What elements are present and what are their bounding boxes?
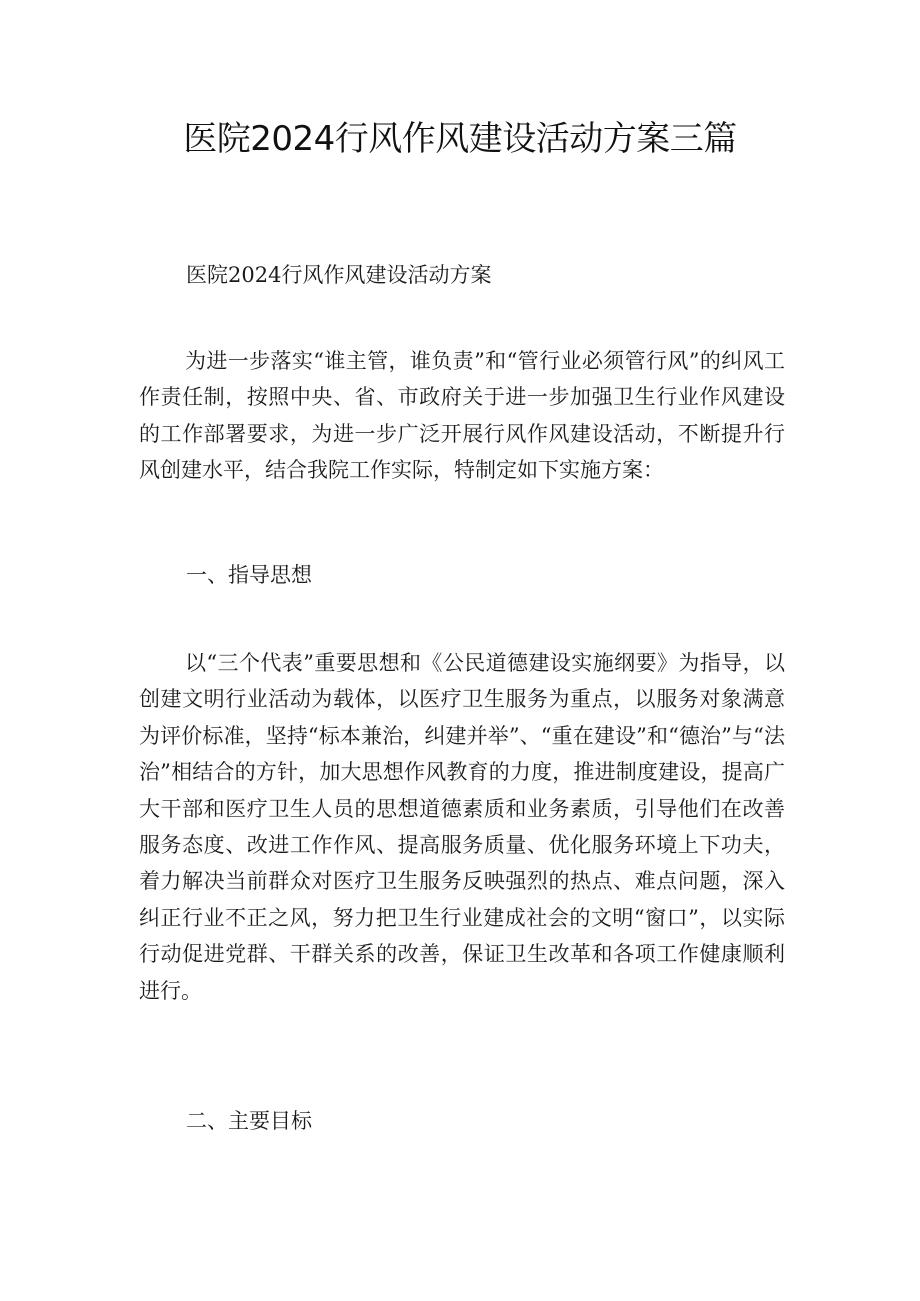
section-paragraph-guiding-ideology: 以“三个代表”重要思想和《公民道德建设实施纲要》为指导，以创建文明行业活动为载体，以医疗卫生服务为重点，以服务对象满意为评价标准，坚持“标本兼治，纠建并举”、“重在建设”和“德治”与“法治”相结合的方针，加大思想作风教育的力度，推进制度建设，提高广大干部和医疗卫生人员的思想道德素质和业务素质，引导他们在改善服务态度、改进工作作风、提高服务质量、优化服务环境上下功夫，着力解决当前群众对医疗卫生服务反映强烈的热点、难点问题，深入纠正行业不正之风，努力把卫生行业建成社会的文明“窗口”，以实际行动促进党群、干群关系的改善，保证卫生改革和各项工作健康顺利进行。 <box>139 651 785 1003</box>
section-heading-guiding-ideology: 一、指导思想 <box>186 563 312 587</box>
intro-paragraph: 为进一步落实“谁主管，谁负责”和“管行业必须管行风”的纠风工作责任制，按照中央、省、市政府关于进一步加强卫生行业作风建设的工作部署要求，为进一步广泛开展行风作风建设活动，不断提升行风创建水平，结合我院工作实际，特制定如下实施方案： <box>139 349 785 483</box>
document-title: 医院2024行风作风建设活动方案三篇 <box>183 119 737 159</box>
document-subtitle: 医院2024行风作风建设活动方案 <box>186 263 492 287</box>
section-heading-main-goals: 二、主要目标 <box>186 1109 312 1133</box>
